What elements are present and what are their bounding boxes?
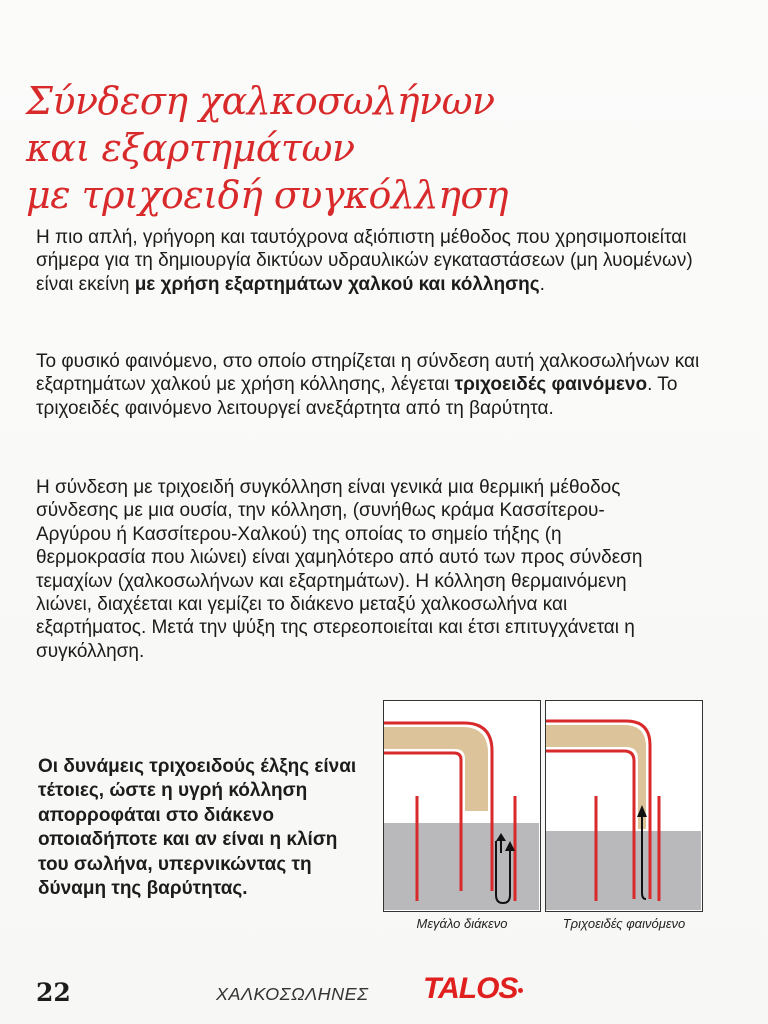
brand-logo (423, 972, 523, 1006)
paragraph-intro (36, 226, 704, 296)
title-line-2: και εξαρτημάτων (26, 126, 355, 170)
capillary-illustration (546, 701, 701, 910)
brand-dot (518, 988, 523, 993)
large-gap-caption: Μεγάλο διάκενο (416, 916, 508, 931)
paragraph-intro-end: . (539, 273, 545, 295)
paragraph-capillary-bold: τριχοειδές φαινόμενο (454, 374, 648, 396)
title-line-3: με τριχοειδή συγκόλληση (26, 173, 509, 217)
side-note: Οι δυνάμεις τριχοειδούς έλξης είναι τέτοιες, ώστε η υγρή κόλληση απορροφάται στο διάκενο οποιαδήποτε και αν είναι η κλίση του σωλήνα, υπερνικώντας τη δύναμη της βαρύτητας. (38, 756, 357, 900)
paragraph-intro-bold: με χρήση εξαρτημάτων χαλκού και κόλλησης (134, 273, 540, 295)
large-gap-diagram (383, 700, 541, 912)
paragraph-capillary-end: . Το τριχοειδές φαινόμενο λειτουργεί ανεξάρτητα από τη βαρύτητα. (36, 374, 678, 419)
page-number: 22 (36, 978, 71, 1007)
liquid-bath (546, 831, 701, 910)
capillary-caption: Τριχοειδές φαινόμενο (562, 916, 686, 931)
fitting-body (384, 727, 488, 811)
paragraph-method: Η σύνδεση με τριχοειδή συγκόλληση είναι γενικά μια θερμική μέθοδος σύνδεσης με μια ουσία, την κόλληση, (συνήθως κράμα Κασσίτερου-Αργύρου ή Κασσίτερου-Χαλκού) της οποίας το σημείο τήξης (η θερμοκρασία που λιώνει) είναι χαμηλότερο από αυτό των προς σύνδεση τεμαχίων (χαλκοσωλήνων και εξαρτημάτων). Η κόλληση θερμαινόμενη λιώνει, διαχέεται και γεμίζει το διάκενο μεταξύ χαλκοσωλήνα και εξαρτήματος. Μετά την ψύξη της στερεοποιείται και έτσι επιτυγχάνεται η συγκόλληση. (36, 477, 643, 662)
title-line-1: Σύνδεση χαλκοσωλήνων (26, 79, 495, 123)
footer-label: ΧΑΛΚΟΣΩΛΗΝΕΣ (216, 984, 369, 1004)
page-title (26, 78, 586, 219)
brand-name: TALOS (423, 972, 518, 1005)
paragraph-intro-text: Η πιο απλή, γρήγορη και ταυτόχρονα αξιόπιστη μέθοδος που χρησιμοποιείται σήμερα για τη δημιουργία δικτύων υδραυλικών εγκαταστάσεων (μη λυομένων) είναι εκείνη (36, 227, 693, 295)
paragraph-capillary (36, 350, 704, 420)
large-gap-illustration (384, 701, 539, 910)
paragraph-capillary-text: Το φυσικό φαινόμενο, στο οποίο στηρίζεται η σύνδεση αυτή χαλκοσωλήνων και εξαρτημάτων χαλκού με χρήση κόλλησης, λέγεται (36, 351, 700, 396)
capillary-diagram (545, 700, 703, 912)
capillary-figure (383, 700, 703, 950)
